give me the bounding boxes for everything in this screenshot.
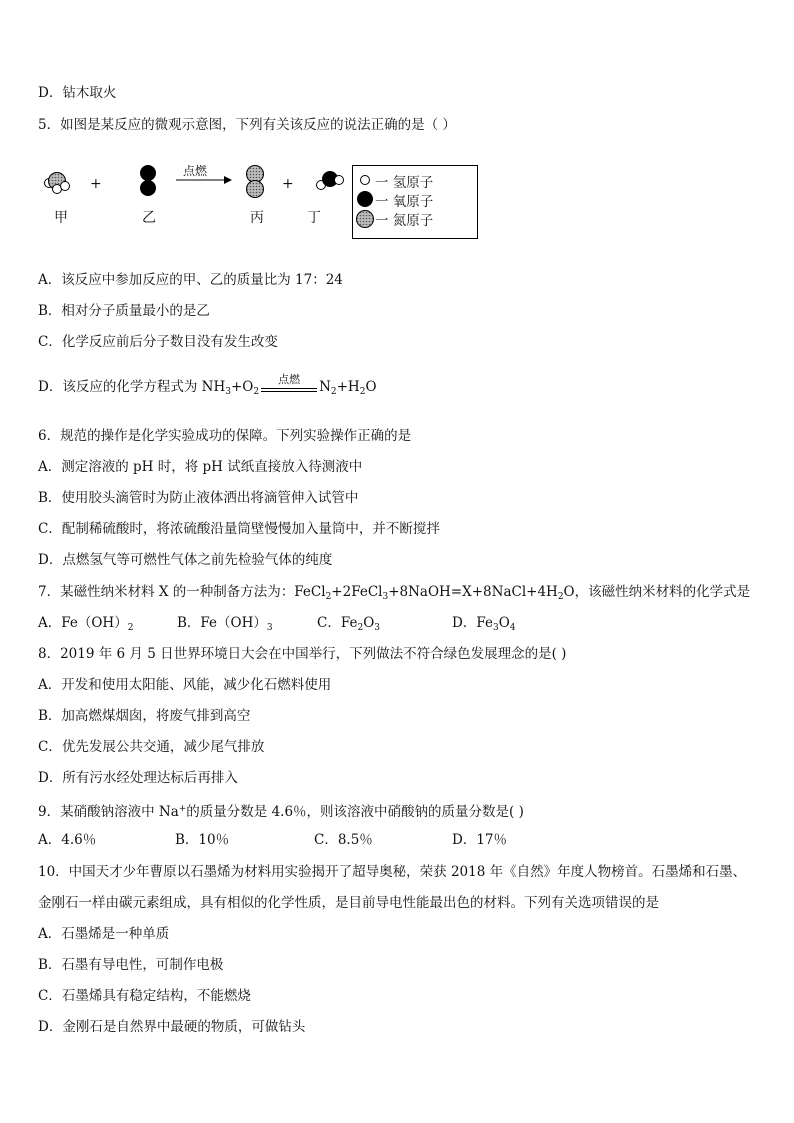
- q6-option-c: C．配制稀硫酸时，将浓硫酸沿量筒壁慢慢加入量筒中，并不断搅拌: [38, 521, 440, 537]
- q10-option-a: A．石墨烯是一种单质: [38, 926, 170, 942]
- molecule-ding-icon: [317, 171, 344, 190]
- label-yi: 乙: [142, 210, 156, 226]
- atom-legend: [352, 165, 478, 239]
- q10-option-b: B．石墨有导电性，可制作电极: [38, 957, 224, 973]
- q10-option-d: D．金刚石是自然界中最硬的物质，可做钻头: [38, 1019, 306, 1035]
- q9-option-a: A．4.6％: [38, 832, 97, 848]
- q6-stem: 6．规范的操作是化学实验成功的保障。下列实验操作正确的是: [38, 428, 412, 444]
- label-bing: 丙: [250, 210, 264, 226]
- q9-option-d: D．17％: [452, 832, 508, 848]
- nitrogen-atom-icon: [357, 211, 374, 228]
- q5-option-d: D．该反应的化学方程式为 $NH_3+O_2$ 点燃 $N_2+H_2O$: [38, 372, 377, 397]
- oxygen-atom-icon: [357, 191, 373, 207]
- molecule-bing-icon: [247, 166, 264, 198]
- q7-option-a: A．$Fe(OH)_2$: [38, 615, 134, 633]
- q9-stem: 9．某硝酸钠溶液中 Na+的质量分数是 4.6％，则该溶液中硝酸钠的质量分数是( ): [38, 804, 524, 820]
- molecule-yi-icon: [140, 165, 156, 196]
- q8-option-a: A．开发和使用太阳能、风能，减少化石燃料使用: [38, 677, 332, 693]
- q10-stem-line2: 金刚石一样由碳元素组成，具有相似的化学性质，是目前导电性能最出色的材料。下列有关选项错误的是: [38, 895, 659, 911]
- q8-option-b: B．加高燃煤烟囱，将废气排到高空: [38, 708, 251, 724]
- q6-option-a: A．测定溶液的 pH 时，将 pH 试纸直接放入待测液中: [38, 459, 363, 475]
- equation-arrow-icon: 点燃: [261, 379, 317, 397]
- q10-stem-line1: 10．中国天才少年曹原以石墨烯为材料用实验揭开了超导奥秘，荣获 2018 年《自然》年度人物榜首。石墨烯和石墨、: [38, 864, 747, 880]
- plus-sign-1: +: [90, 176, 102, 192]
- arrow-label: 点燃: [183, 164, 208, 178]
- q7-option-d: D．$Fe_3O_4$: [452, 615, 516, 633]
- q7-option-c: C．$Fe_2O_3$: [317, 615, 380, 633]
- q4-option-d: D．钻木取火: [38, 85, 117, 101]
- molecule-jia-icon: [45, 173, 70, 194]
- label-jia: 甲: [54, 210, 68, 226]
- q5-stem: 5．如图是某反应的微观示意图，下列有关该反应的说法正确的是（ ）: [38, 117, 456, 133]
- legend-hydrogen: 一 氢原子: [375, 175, 434, 191]
- q7-option-b: B．$Fe(OH)_3$: [177, 615, 273, 633]
- q6-option-d: D．点燃氢气等可燃性气体之前先检验气体的纯度: [38, 552, 333, 568]
- legend-nitrogen: 一 氮原子: [375, 213, 434, 229]
- q8-stem: 8．2019 年 6 月 5 日世界环境日大会在中国举行，下列做法不符合绿色发展理念的是( ): [38, 646, 567, 662]
- label-ding: 丁: [307, 210, 321, 226]
- q5-option-b: B．相对分子质量最小的是乙: [38, 303, 210, 319]
- hydrogen-atom-icon: [361, 176, 370, 185]
- q6-option-b: B．使用胶头滴管时为防止液体洒出将滴管伸入试管中: [38, 490, 359, 506]
- q9-option-b: B．10％: [175, 832, 230, 848]
- q5-option-c: C．化学反应前后分子数目没有发生改变: [38, 334, 278, 350]
- q8-option-d: D．所有污水经处理达标后再排入: [38, 770, 238, 786]
- q5-option-a: A．该反应中参加反应的甲、乙的质量比为 17：24: [38, 272, 343, 288]
- legend-oxygen: 一 氧原子: [375, 194, 434, 210]
- q7-stem: 7．某磁性纳米材料 X 的一种制备方法为：$FeCl_2+2FeCl_3+8NaOH=X+8NaCl+4H_2O$，该磁性纳米材料的化学式是: [38, 584, 751, 602]
- q10-option-c: C．石墨烯具有稳定结构，不能燃烧: [38, 988, 251, 1004]
- q9-option-c: C．8.5％: [314, 832, 373, 848]
- q8-option-c: C．优先发展公共交通，减少尾气排放: [38, 739, 265, 755]
- plus-sign-2: +: [282, 176, 294, 192]
